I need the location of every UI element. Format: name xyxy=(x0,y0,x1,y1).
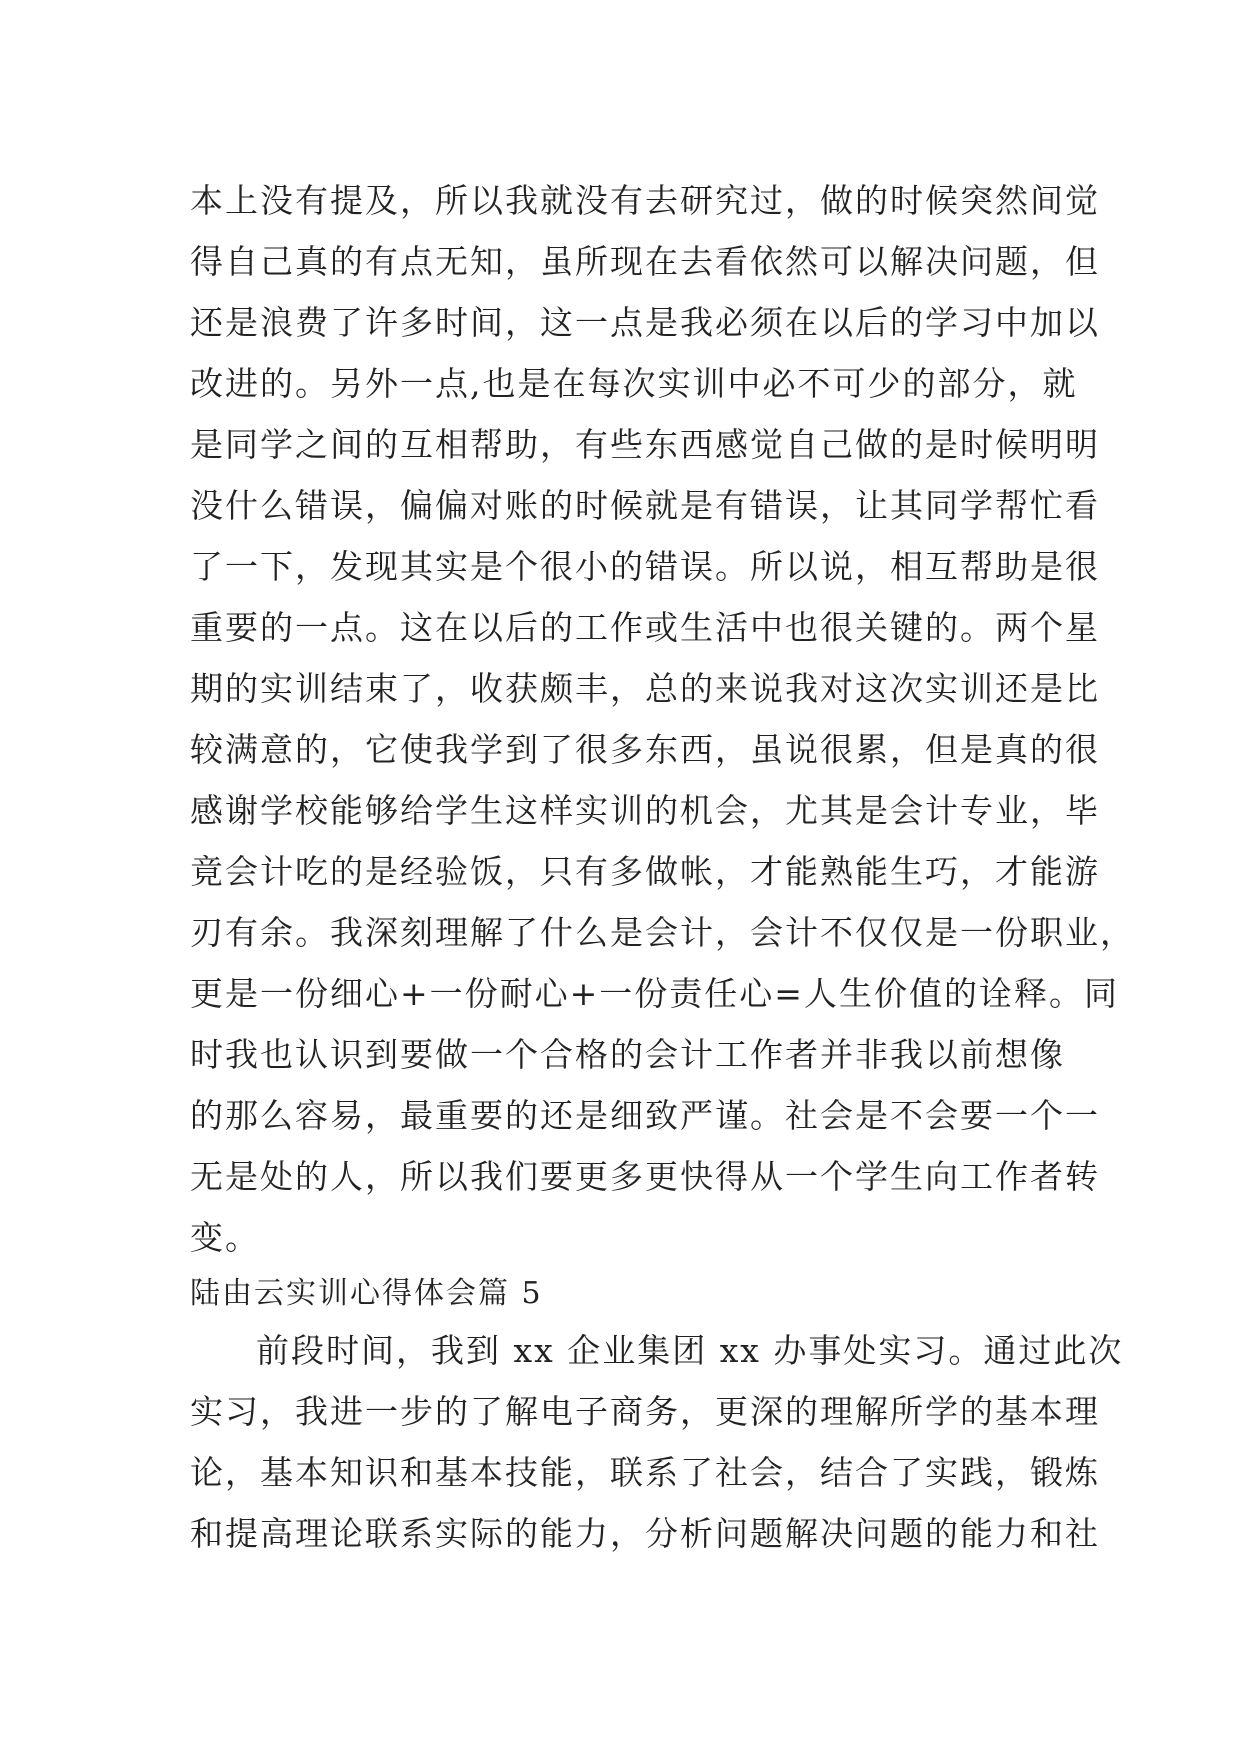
paragraph-line: 无是处的人，所以我们要更多更快得从一个学生向工作者转 xyxy=(190,1157,1100,1196)
body-paragraph xyxy=(190,1320,1124,1564)
paragraph-line: 刃有余。我深刻理解了什么是会计，会计不仅仅是一份职业， xyxy=(190,913,1135,952)
paragraph-line: 改进的。另外一点,也是在每次实训中必不可少的部分，就 xyxy=(190,364,1078,403)
paragraph-line: 感谢学校能够给学生这样实训的机会，尤其是会计专业，毕 xyxy=(190,791,1100,830)
paragraph-line: 本上没有提及，所以我就没有去研究过，做的时候突然间觉 xyxy=(190,181,1100,220)
paragraph-line: 期的实训结束了，收获颇丰，总的来说我对这次实训还是比 xyxy=(190,669,1100,708)
body-paragraph xyxy=(190,170,1135,1268)
paragraph-line: 的那么容易，最重要的还是细致严谨。社会是不会要一个一 xyxy=(190,1096,1100,1135)
paragraph-line: 更是一份细心+一份耐心+一份责任心=人生价值的诠释。同 xyxy=(190,974,1119,1013)
paragraph-line: 较满意的，它使我学到了很多东西，虽说很累，但是真的很 xyxy=(190,730,1100,769)
paragraph-line: 还是浪费了许多时间，这一点是我必须在以后的学习中加以 xyxy=(190,303,1100,342)
paragraph-line: 时我也认识到要做一个合格的会计工作者并非我以前想像 xyxy=(190,1035,1065,1074)
section-heading: 陆由云实训心得体会篇 5 xyxy=(190,1276,543,1311)
paragraph-line: 前段时间，我到 xx 企业集团 xx 办事处实习。通过此次 xyxy=(256,1331,1124,1370)
paragraph-line: 了一下，发现其实是个很小的错误。所以说，相互帮助是很 xyxy=(190,547,1100,586)
paragraph-line: 实习，我进一步的了解电子商务，更深的理解所学的基本理 xyxy=(190,1392,1100,1431)
paragraph-line: 没什么错误，偏偏对账的时候就是有错误，让其同学帮忙看 xyxy=(190,486,1100,525)
paragraph-line: 和提高理论联系实际的能力，分析问题解决问题的能力和社 xyxy=(190,1514,1100,1553)
paragraph-line: 得自己真的有点无知，虽所现在去看依然可以解决问题，但 xyxy=(190,242,1100,281)
paragraph-line: 重要的一点。这在以后的工作或生活中也很关键的。两个星 xyxy=(190,608,1100,647)
paragraph-line: 竟会计吃的是经验饭，只有多做帐，才能熟能生巧，才能游 xyxy=(190,852,1100,891)
paragraph-line: 变。 xyxy=(190,1218,260,1257)
paragraph-line: 论，基本知识和基本技能，联系了社会，结合了实践，锻炼 xyxy=(190,1453,1100,1492)
paragraph-line: 是同学之间的互相帮助，有些东西感觉自己做的是时候明明 xyxy=(190,425,1100,464)
